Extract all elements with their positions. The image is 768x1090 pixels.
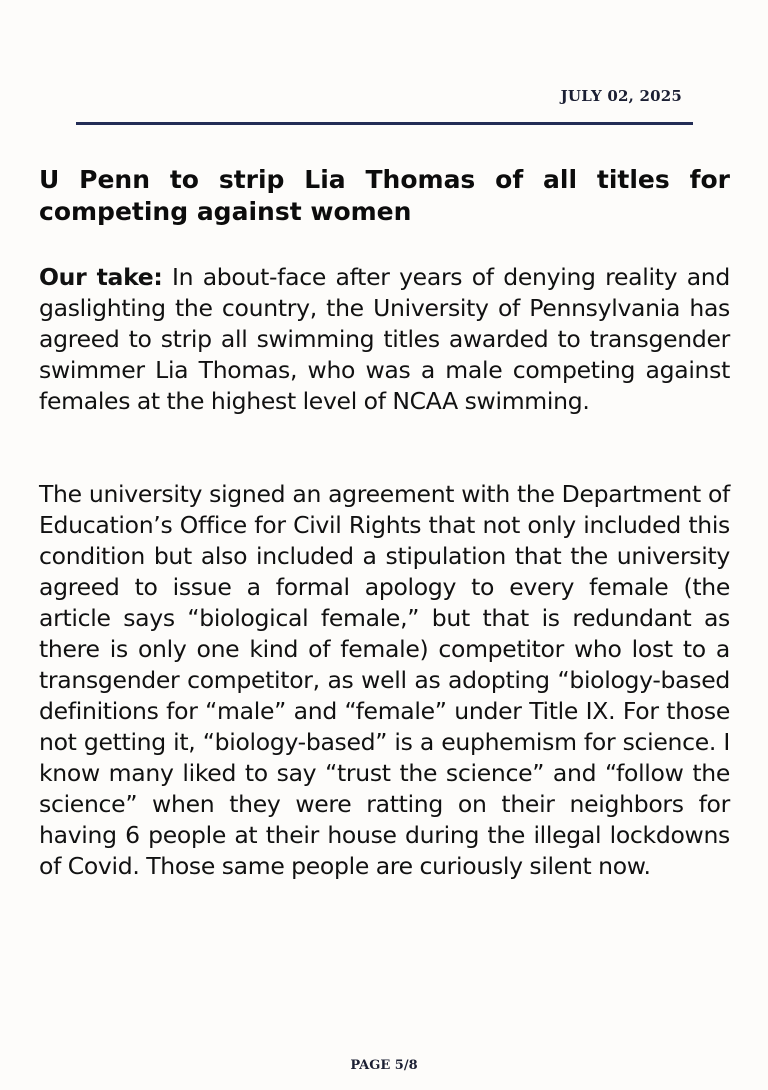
our-take-label: Our take: xyxy=(39,263,163,291)
article-headline: U Penn to strip Lia Thomas of all titles for competing against women xyxy=(39,165,730,226)
paragraph-1-text: In about-face after years of denying reality and gaslighting the country, the University of Pennsylvania has agreed to strip all swimming titles awarded to transgender swimmer Lia Thomas, who was a male competing against females at the highest level of NCAA swimming. xyxy=(39,263,731,415)
page-number: PAGE 5/8 xyxy=(350,1058,418,1073)
article-paragraph-1 xyxy=(39,262,730,417)
publication-date: JULY 02, 2025 xyxy=(560,87,682,105)
header-divider xyxy=(76,122,693,125)
article-paragraph-2: The university signed an agreement with the Department of Education’s Office for Civil Rights that not only included this condition but also included a stipulation that the university agreed to issue a formal apology to every female (the article says “biological female,” but that is redundant as there is only one kind of female) competitor who lost to a transgender competitor, as well as adopting “biology-based definitions for “male” and “female” under Title IX. For those not getting it, “biology-based” is a euphemism for science. I know many liked to say “trust the science” and “follow the science” when they were ratting on their neighbors for having 6 people at their house during the illegal lockdowns of Covid. Those same people are curiously silent now. xyxy=(39,480,730,880)
